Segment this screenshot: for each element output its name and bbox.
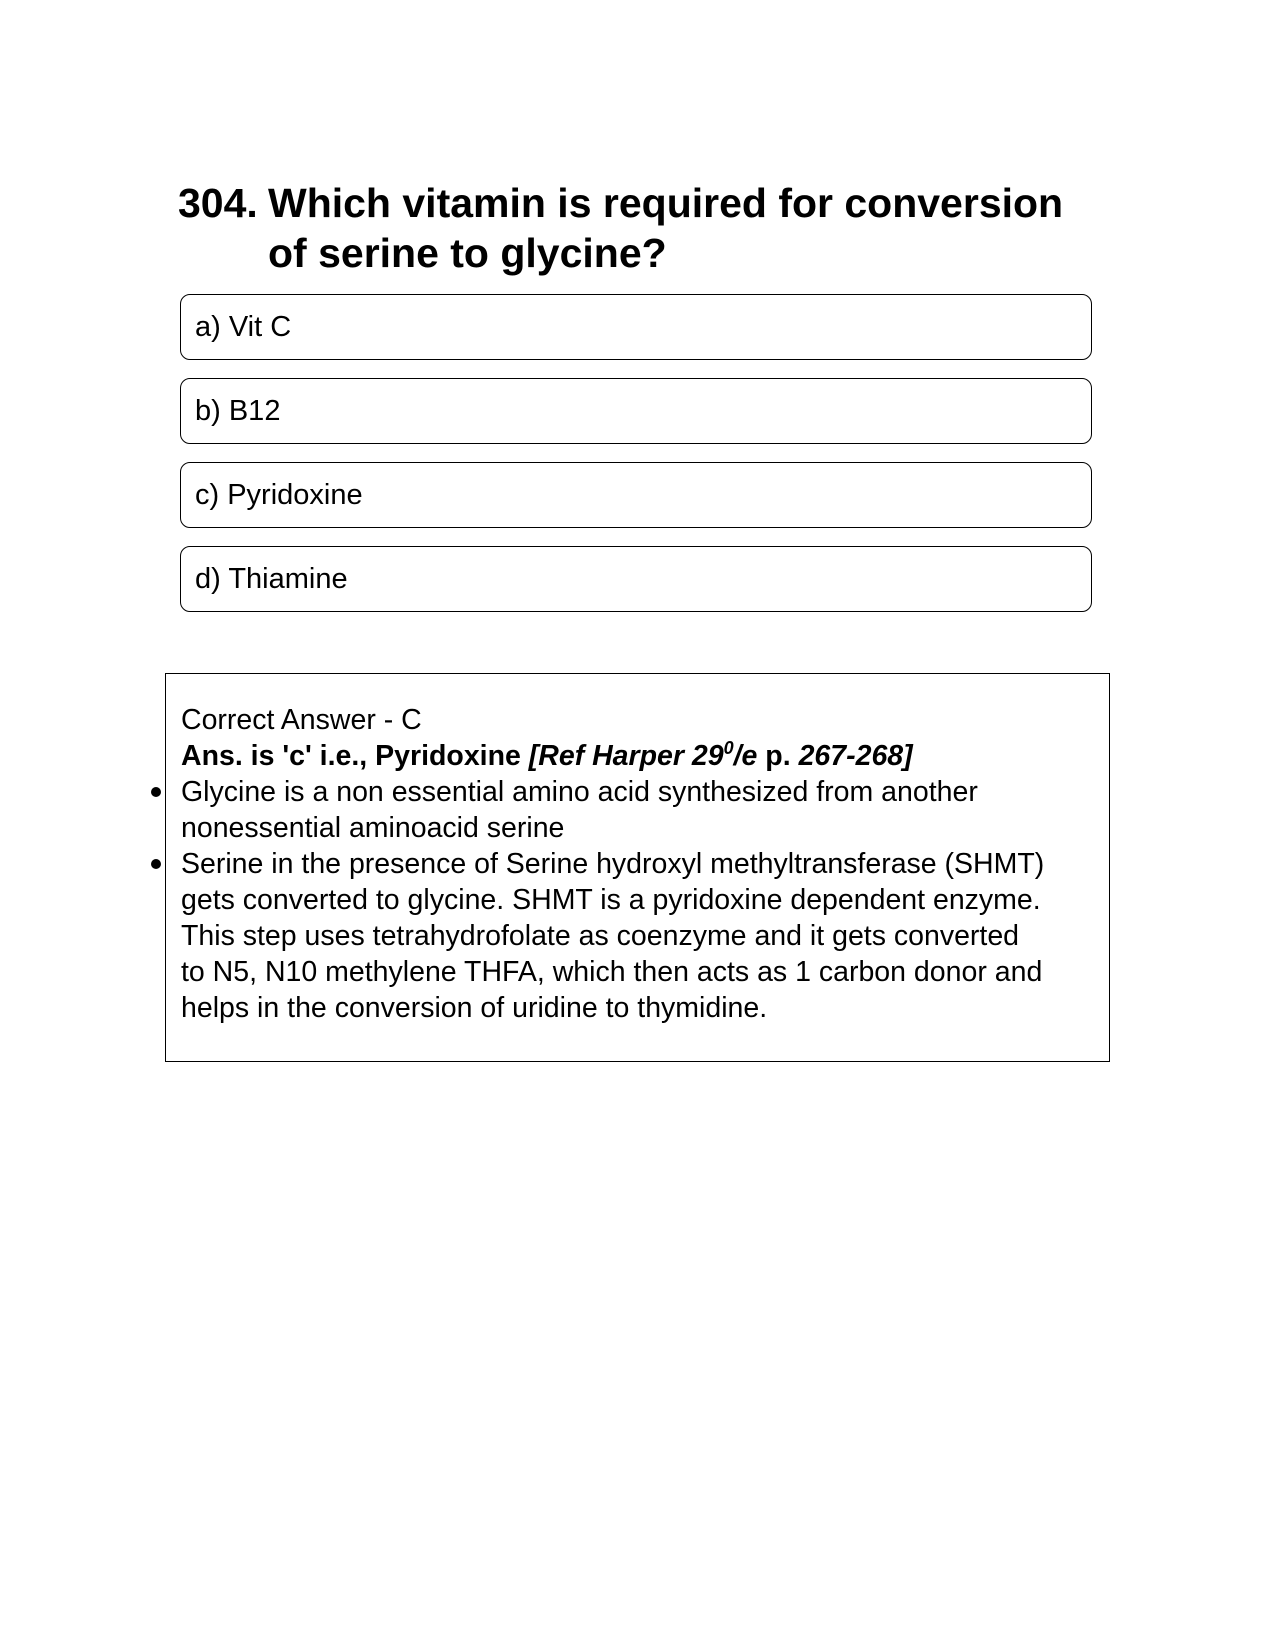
option-b[interactable]: b) B12	[180, 378, 1092, 444]
answer-explanation-heading	[181, 738, 1111, 774]
option-c[interactable]: c) Pyridoxine	[180, 462, 1092, 528]
bullet-2-line-1: Serine in the presence of Serine hydroxyl methyltransferase (SHMT)	[181, 848, 1045, 880]
reference-superscript: 0	[723, 738, 734, 758]
bullet-icon	[151, 859, 161, 869]
option-a[interactable]: a) Vit C	[180, 294, 1092, 360]
bullet-icon	[151, 787, 161, 797]
bullet-item-1	[181, 774, 1111, 846]
question-number: 304.	[178, 180, 258, 226]
bullet-2-line-4: to N5, N10 methylene THFA, which then acts as 1 carbon donor and	[181, 956, 1043, 988]
explanation-bullets	[181, 774, 1111, 1026]
reference-part2: /e	[733, 740, 758, 772]
bullet-1-line-1: Glycine is a non essential amino acid synthesized from another	[181, 776, 978, 808]
bullet-item-2	[181, 846, 1111, 1026]
answer-content	[181, 702, 1111, 1026]
question-text: Which vitamin is required for conversion of serine to glycine?	[268, 180, 1064, 276]
bullet-2-line-2: gets converted to glycine. SHMT is a pyridoxine dependent enzyme.	[181, 884, 1041, 916]
reference-page-label: p.	[757, 740, 799, 772]
reference-pages: 267-268]	[798, 740, 913, 772]
bullet-2-line-3: This step uses tetrahydrofolate as coenzyme and it gets converted	[181, 920, 1020, 952]
bullet-2-line-5: helps in the conversion of uridine to thymidine.	[181, 992, 768, 1024]
correct-answer: Correct Answer - C	[181, 704, 422, 736]
reference-part1: [Ref Harper 29	[528, 740, 724, 772]
option-d[interactable]: d) Thiamine	[180, 546, 1092, 612]
answer-prefix: Ans. is 'c' i.e., Pyridoxine	[181, 740, 529, 772]
bullet-1-line-2: nonessential aminoacid serine	[181, 812, 565, 844]
